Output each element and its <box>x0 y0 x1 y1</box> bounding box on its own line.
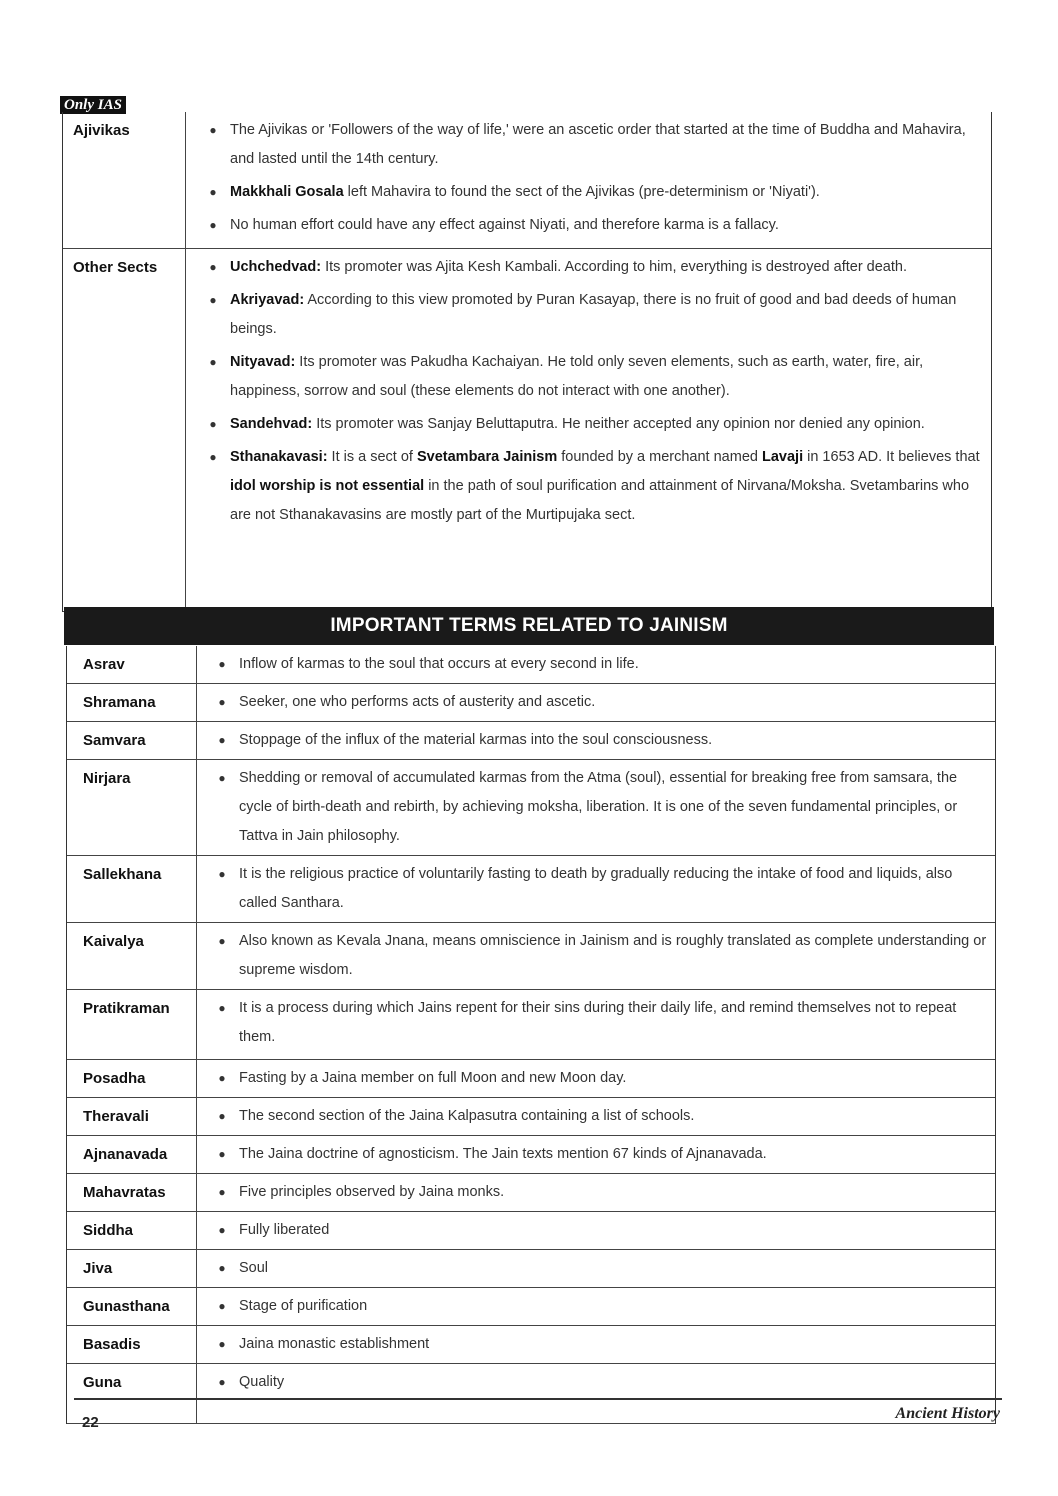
bullet-item <box>205 1178 989 1207</box>
term-description <box>197 684 995 721</box>
text-segment: Its promoter was Pakudha Kachaiyan. He told only seven elements, such as earth, water, fire, air, happiness, sorrow and soul (these elements do not interact with one another). <box>230 354 924 399</box>
bullet-text <box>239 1292 367 1321</box>
bullet-icon: ● <box>218 1185 226 1199</box>
text-segment: According to this view promoted by Puran Kasayap, there is no fruit of good and bad deeds of human beings. <box>230 292 957 337</box>
bullet-text <box>239 927 989 985</box>
bullet-item <box>205 1368 989 1397</box>
text-segment: in 1653 AD. It believes that <box>803 449 980 465</box>
table-row <box>67 722 995 760</box>
text-segment: left Mahavira to found the sect of the Ajivikas (pre-determinism or 'Niyati'). <box>343 184 820 200</box>
bullet-item <box>196 443 985 530</box>
bullet-item <box>205 860 989 918</box>
bullet-icon: ● <box>218 1375 226 1389</box>
bullet-text <box>230 410 925 439</box>
text-segment: Its promoter was Ajita Kesh Kambali. According to him, everything is destroyed after death. <box>321 259 907 275</box>
text-segment: The Jaina doctrine of agnosticism. The Jain texts mention 67 kinds of Ajnanavada. <box>239 1146 767 1162</box>
bullet-item <box>205 1102 989 1131</box>
bullet-icon: ● <box>218 1109 226 1123</box>
term-label: Ajnanavada <box>67 1136 197 1173</box>
term-label: Samvara <box>67 722 197 759</box>
bullet-icon: ● <box>209 123 217 137</box>
bullet-icon: ● <box>218 733 226 747</box>
bullet-icon: ● <box>218 771 226 785</box>
text-segment: Inflow of karmas to the soul that occurs at every second in life. <box>239 656 639 672</box>
bullet-icon: ● <box>209 260 217 274</box>
text-segment: Jaina monastic establishment <box>239 1336 430 1352</box>
term-description <box>197 990 995 1059</box>
bullet-text <box>230 211 779 240</box>
term-description <box>197 856 995 922</box>
bullet-icon: ● <box>218 1337 226 1351</box>
bullet-text <box>239 650 639 679</box>
text-segment: Fasting by a Jaina member on full Moon and new Moon day. <box>239 1070 627 1086</box>
bullet-icon: ● <box>218 1147 226 1161</box>
bullet-icon: ● <box>209 218 217 232</box>
page-number: 22 <box>82 1414 99 1431</box>
table-row <box>67 684 995 722</box>
text-segment: Stage of purification <box>239 1298 368 1314</box>
bullet-item <box>205 1292 989 1321</box>
bullet-text <box>239 1140 767 1169</box>
bullet-item <box>205 650 989 679</box>
text-segment: Its promoter was Sanjay Beluttaputra. He neither accepted any opinion nor denied any opinion. <box>312 416 925 432</box>
term-label: Pratikraman <box>67 990 197 1059</box>
table-row <box>67 856 995 923</box>
term-description <box>197 1250 995 1287</box>
bullet-icon: ● <box>218 1223 226 1237</box>
table-row <box>67 1364 995 1424</box>
term-description <box>186 249 991 611</box>
section-banner: IMPORTANT TERMS RELATED TO JAINISM <box>64 607 994 645</box>
bullet-icon: ● <box>209 417 217 431</box>
table-row <box>67 1098 995 1136</box>
term-label: Asrav <box>67 646 197 683</box>
bold-text: Nityavad: <box>230 354 296 370</box>
bullet-item <box>196 116 985 174</box>
bullet-text <box>239 1330 429 1359</box>
text-segment: Shedding or removal of accumulated karmas from the Atma (soul), essential for breaking free from samsara, the cycle of birth-death and rebirth, by achieving moksha, liberation. It is one of the seven fundamental principles, or Tattva in Jain philosophy. <box>239 770 958 844</box>
bullet-text <box>239 860 989 918</box>
bullet-text <box>239 994 989 1052</box>
term-label: Mahavratas <box>67 1174 197 1211</box>
term-description <box>197 1212 995 1249</box>
bullet-item <box>205 764 989 851</box>
bullet-text <box>239 1102 694 1131</box>
bullet-icon: ● <box>218 1261 226 1275</box>
bold-text: Uchchedvad: <box>230 259 322 275</box>
term-label: Nirjara <box>67 760 197 855</box>
term-label: Guna <box>67 1364 197 1423</box>
term-label: Posadha <box>67 1060 197 1097</box>
text-segment: The Ajivikas or 'Followers of the way of life,' were an ascetic order that started at the time of Buddha and Mahavira, and lasted until the 14th century. <box>230 122 966 167</box>
bold-text: idol worship is not essential <box>230 478 425 494</box>
bullet-text <box>230 443 985 530</box>
text-segment: No human effort could have any effect against Niyati, and therefore karma is a fallacy. <box>230 217 779 233</box>
bullet-text <box>239 1254 268 1283</box>
bullet-text <box>239 688 595 717</box>
bullet-icon: ● <box>209 450 217 464</box>
terms-table <box>66 646 996 1424</box>
bullet-text <box>230 253 907 282</box>
bullet-text <box>239 726 712 755</box>
table-row <box>67 923 995 990</box>
table-row <box>67 1136 995 1174</box>
table-row <box>67 1060 995 1098</box>
table-row <box>63 112 991 249</box>
term-description <box>197 1288 995 1325</box>
term-label: Kaivalya <box>67 923 197 989</box>
bold-text: Lavaji <box>761 449 804 465</box>
bullet-item <box>205 1254 989 1283</box>
bullet-icon: ● <box>218 1071 226 1085</box>
footer-divider <box>74 1398 1002 1400</box>
bullet-text <box>239 1178 504 1207</box>
bullet-icon: ● <box>209 293 217 307</box>
text-segment: in the path of soul purification and attainment of Nirvana/Moksha. Svetambarins who are not Sthanakavasins are mostly part of the Murtipujaka sect. <box>230 478 970 523</box>
term-description <box>197 1364 995 1423</box>
text-segment: It is a sect of <box>327 449 417 465</box>
table-row <box>67 1174 995 1212</box>
text-segment: It is the religious practice of voluntarily fasting to death by gradually reducing the intake of food and liquids, also called Santhara. <box>239 866 953 911</box>
bullet-item <box>205 927 989 985</box>
bold-text: Svetambara Jainism <box>416 449 558 465</box>
bullet-item <box>205 1140 989 1169</box>
bullet-item <box>196 348 985 406</box>
bullet-icon: ● <box>218 1299 226 1313</box>
term-description <box>197 1098 995 1135</box>
bullet-icon: ● <box>209 185 217 199</box>
bullet-item <box>205 688 989 717</box>
bullet-text <box>230 348 985 406</box>
bullet-text <box>230 116 985 174</box>
text-segment: It is a process during which Jains repent for their sins during their daily life, and remind themselves not to repeat them. <box>239 1000 957 1045</box>
text-segment: The second section of the Jaina Kalpasutra containing a list of schools. <box>239 1108 695 1124</box>
text-segment: Stoppage of the influx of the material karmas into the soul consciousness. <box>239 732 713 748</box>
text-segment: Fully liberated <box>239 1222 330 1238</box>
bold-text: Makkhali Gosala <box>230 184 344 200</box>
bullet-item <box>196 211 985 240</box>
bullet-item <box>205 1064 989 1093</box>
bold-text: Akriyavad: <box>230 292 305 308</box>
text-segment: Soul <box>239 1260 269 1276</box>
term-description <box>197 722 995 759</box>
bullet-text <box>239 764 989 851</box>
bullet-icon: ● <box>218 934 226 948</box>
bullet-icon: ● <box>218 867 226 881</box>
bullet-text <box>239 1216 329 1245</box>
term-label: Jiva <box>67 1250 197 1287</box>
only-ias-logo: Only IAS <box>60 96 126 114</box>
term-description <box>197 646 995 683</box>
bullet-icon: ● <box>209 355 217 369</box>
bullet-icon: ● <box>218 1001 226 1015</box>
term-description <box>197 1136 995 1173</box>
bullet-item <box>205 994 989 1052</box>
term-label: Ajivikas <box>63 112 186 248</box>
bullet-icon: ● <box>218 657 226 671</box>
text-segment: Quality <box>239 1374 285 1390</box>
bullet-item <box>196 178 985 207</box>
term-label: Gunasthana <box>67 1288 197 1325</box>
bullet-item <box>196 410 985 439</box>
bold-text: Sandehvad: <box>230 416 313 432</box>
bullet-item <box>205 726 989 755</box>
bold-text: Sthanakavasi: <box>230 449 328 465</box>
term-description <box>186 112 991 248</box>
table-row <box>63 249 991 612</box>
term-description <box>197 1174 995 1211</box>
term-label: Shramana <box>67 684 197 721</box>
text-segment: founded by a merchant named <box>557 449 762 465</box>
footer-title: Ancient History <box>895 1405 1000 1422</box>
term-label: Other Sects <box>63 249 186 611</box>
table-row <box>67 1250 995 1288</box>
term-label: Basadis <box>67 1326 197 1363</box>
term-label: Theravali <box>67 1098 197 1135</box>
bullet-text <box>230 286 985 344</box>
term-description <box>197 1060 995 1097</box>
table-row <box>67 760 995 856</box>
table-row <box>67 990 995 1060</box>
bullet-text <box>230 178 820 207</box>
term-description <box>197 1326 995 1363</box>
term-label: Siddha <box>67 1212 197 1249</box>
bullet-item <box>196 253 985 282</box>
term-description <box>197 760 995 855</box>
bullet-text <box>239 1064 626 1093</box>
text-segment: Seeker, one who performs acts of austerity and ascetic. <box>239 694 596 710</box>
bullet-text <box>239 1368 284 1397</box>
term-description <box>197 923 995 989</box>
table-row <box>67 646 995 684</box>
table-row <box>67 1212 995 1250</box>
table-row <box>67 1326 995 1364</box>
term-label: Sallekhana <box>67 856 197 922</box>
bullet-item <box>196 286 985 344</box>
bullet-item <box>205 1216 989 1245</box>
sects-table <box>62 112 992 612</box>
bullet-item <box>205 1330 989 1359</box>
bullet-icon: ● <box>218 695 226 709</box>
text-segment: Also known as Kevala Jnana, means omniscience in Jainism and is roughly translated as complete understanding or supreme wisdom. <box>239 933 987 978</box>
text-segment: Five principles observed by Jaina monks. <box>239 1184 505 1200</box>
table-row <box>67 1288 995 1326</box>
